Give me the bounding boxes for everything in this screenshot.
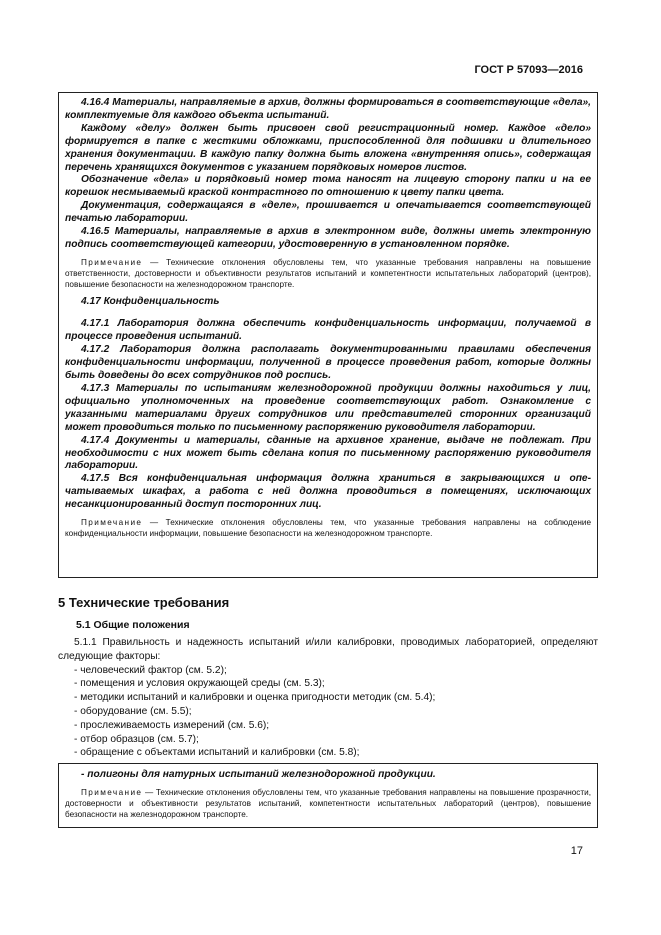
note-2 xyxy=(65,517,591,539)
deviation-frame-2 xyxy=(58,763,598,828)
paragraph-4-17-5: 4.17.5 Вся конфиденциальная информация должна храниться в закрывающихся и опечатываемых шкафах, а работа с ней должна проводиться в помещениях, исключающих несанкционированный доступ посторонних лиц. xyxy=(65,473,591,511)
paragraph-4-16-4: 4.16.4 Материалы, направляемые в архив, должны формироваться в соответствующие «дела», комплектуемые для каждого объекта испытаний. xyxy=(65,97,591,121)
paragraph-5-1-1: 5.1.1 Правильность и надежность испытаний и/или калибровки, проводимых лабораторией, определяют следующие факторы: xyxy=(58,637,598,662)
note-label: Примечание xyxy=(81,518,143,528)
factor-list xyxy=(58,664,598,761)
note-text: — Технические отклонения обусловлены тем, что указанные требования направлены на повышение ответственности, достоверности и объективности результатов испытаний и компетентности испытательных лабораторий (центров), повышение безопасности на железнодорожном транспорте. xyxy=(65,257,591,290)
page-number: 17 xyxy=(570,845,583,857)
note-text: — Технические отклонения обусловлены тем, что указанные требования направлены на повышение прозрачности, достоверности и объективности результатов испытаний, компетентности испытательных лабораторий (центров), повышение безопасности на железнодорожном транспорте. xyxy=(65,787,591,820)
paragraph-case-sealing: Документация, содержащаяся в «деле», прошивается и опечатывается соответствующей печатью лаборатории. xyxy=(65,200,591,225)
note-1 xyxy=(65,257,591,291)
paragraph-4-17-2: 4.17.2 Лаборатория должна располагать документированными правилами обеспечения конфиденциальности информации, полученной в процессе проведения работ, которые должны быть доведены до всех сотрудников под роспись. xyxy=(65,344,591,382)
list-item-test-grounds: - полигоны для натурных испытаний железнодорожной продукции. xyxy=(81,769,436,780)
list-item: - прослеживаемость измерений (см. 5.6); xyxy=(74,719,270,731)
note-text: — Технические отклонения обусловлены тем, что указанные требования направлены на соблюдение конфиденциальности информации, повышение безопасности на железнодорожном транспорте. xyxy=(65,518,591,539)
paragraph-4-17-3: 4.17.3 Материалы по испытаниям железнодорожной продукции должны находиться у лиц, официально уполномоченных на проведение соответствующих работ. Ознакомление с указанными материалами других сотрудников или представителей сторонних организаций может проводиться только по письменному распоряжению руководителя лаборатории. xyxy=(65,383,591,433)
list-item: - методики испытаний и калибровки и оценка пригодности методик (см. 5.4); xyxy=(74,692,436,704)
list-item: - отбор образцов (см. 5.7); xyxy=(74,733,199,745)
note-label: Примечание xyxy=(81,787,143,797)
paragraph-4-17-4: 4.17.4 Документы и материалы, сданные на архивное хранение, выдаче не подлежат. При необходимости с них может быть сделана копия по письменному распоряжению руководителя лаборатории. xyxy=(65,434,591,472)
deviation-frame-1 xyxy=(58,92,598,578)
list-item: - человеческий фактор (см. 5.2); xyxy=(74,664,227,676)
section-5-title: 5 Технические требования xyxy=(58,595,230,610)
note-label: Примечание xyxy=(81,257,143,267)
note-3 xyxy=(65,787,591,821)
paragraph-4-17-1: 4.17.1 Лаборатория должна обеспечить конфиденциальность информации, получаемой в процессе проведения испытаний. xyxy=(65,318,591,343)
document-id: ГОСТ Р 57093—2016 xyxy=(474,64,583,76)
list-item: - обращение с объектами испытаний и калибровки (см. 5.8); xyxy=(74,747,360,759)
section-5-body xyxy=(58,636,598,760)
paragraph-case-designation: Обозначение «дела» и порядковый номер тома наносят на лицевую сторону папки и на ее корешок несмываемый краской контрастного по отношению к цвету папки цвета. xyxy=(65,174,591,199)
paragraph-4-16-5: 4.16.5 Материалы, направляемые в архив в электронном виде, должны иметь электронную подпись соответствующей категории, удостоверенную в установленном порядке. xyxy=(65,226,591,250)
list-item: - оборудование (см. 5.5); xyxy=(74,705,192,717)
section-heading-4-17: 4.17 Конфиденциальность xyxy=(81,296,220,308)
subsection-5-1-title: 5.1 Общие положения xyxy=(76,619,190,631)
list-item: - помещения и условия окружающей среды (см. 5.3); xyxy=(74,678,325,690)
paragraph-case-registration: Каждому «делу» должен быть присвоен свой регистрационный номер. Каждое «дело» формируется в папке с жесткими обложками, приспособленной для подшивки и длительного хранения документации. В каждую папку должна быть вложена «внутренняя опись», содержащая перечень хранящихся документов с указанием порядковых номеров листов. xyxy=(65,122,591,173)
